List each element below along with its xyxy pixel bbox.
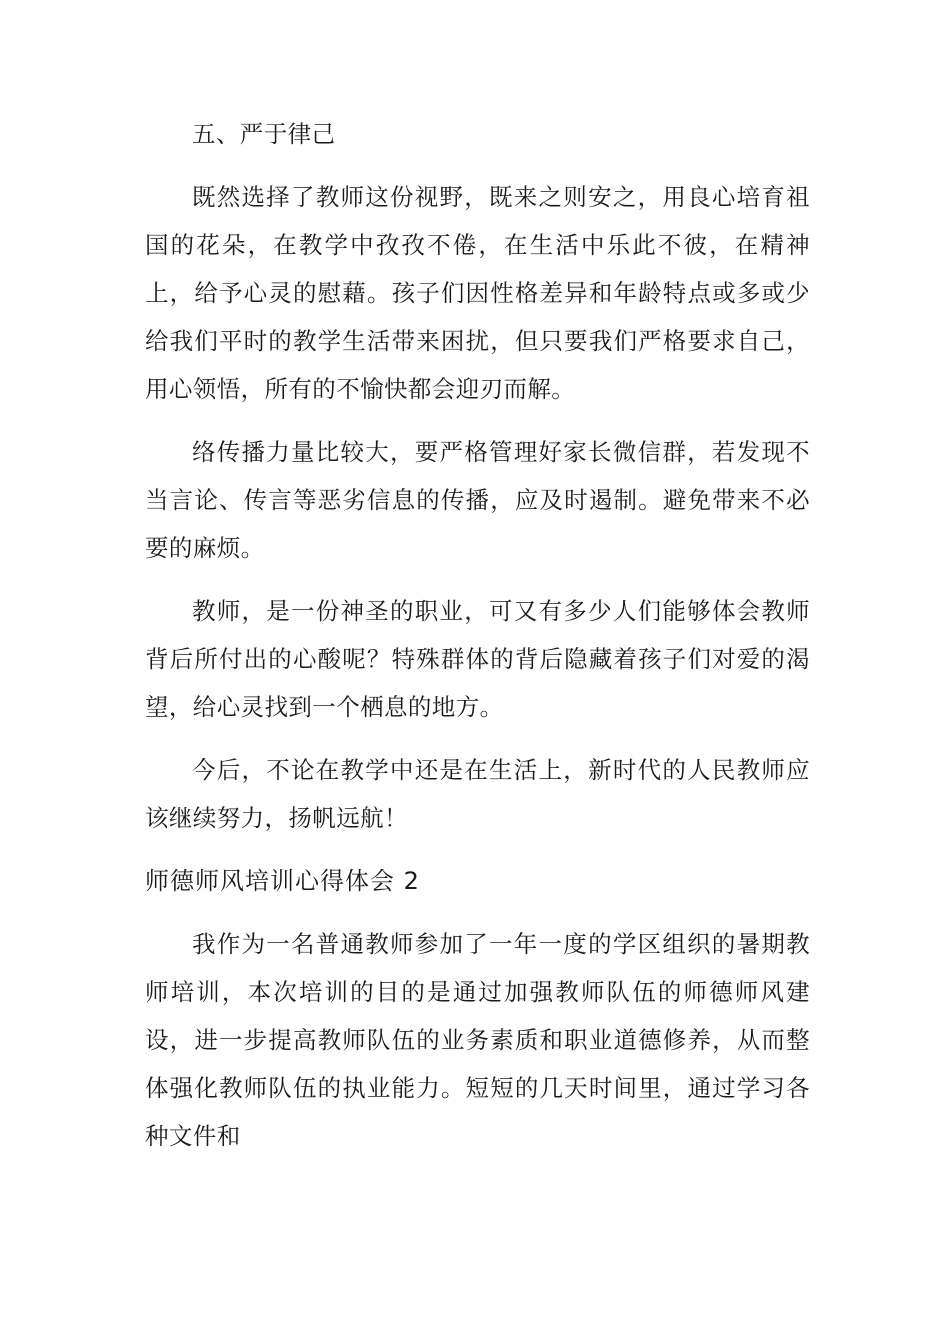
paragraph: 今后，不论在教学中还是在生活上，新时代的人民教师应该继续努力，扬帆远航！ [145,756,810,832]
section-heading: 五、严于律己 [192,120,336,148]
paragraph: 我作为一名普通教师参加了一年一度的学区组织的暑期教师培训，本次培训的目的是通过加强教师队伍的师德师风建设，进一步提高教师队伍的业务素质和职业道德修养，从而整体强化教师队伍的执业能力。短短的几天时间里，通过学习各种文件和 [145,930,810,1150]
paragraph: 络传播力量比较大，要严格管理好家长微信群，若发现不当言论、传言等恶劣信息的传播，应及时遏制。避免带来不必要的麻烦。 [145,438,810,562]
document-body [145,110,810,1175]
paragraph: 教师，是一份神圣的职业，可又有多少人们能够体会教师背后所付出的心酸呢？特殊群体的背后隐藏着孩子们对爱的渴望，给心灵找到一个栖息的地方。 [145,597,810,721]
paragraph: 既然选择了教师这份视野，既来之则安之，用良心培育祖国的花朵，在教学中孜孜不倦，在生活中乐此不彼，在精神上，给予心灵的慰藉。孩子们因性格差异和年龄特点或多或少给我们平时的教学生活带来困扰，但只要我们严格要求自己，用心领悟，所有的不愉快都会迎刃而解。 [145,183,810,403]
article-title: 师德师风培训心得体会 2 [145,867,420,895]
